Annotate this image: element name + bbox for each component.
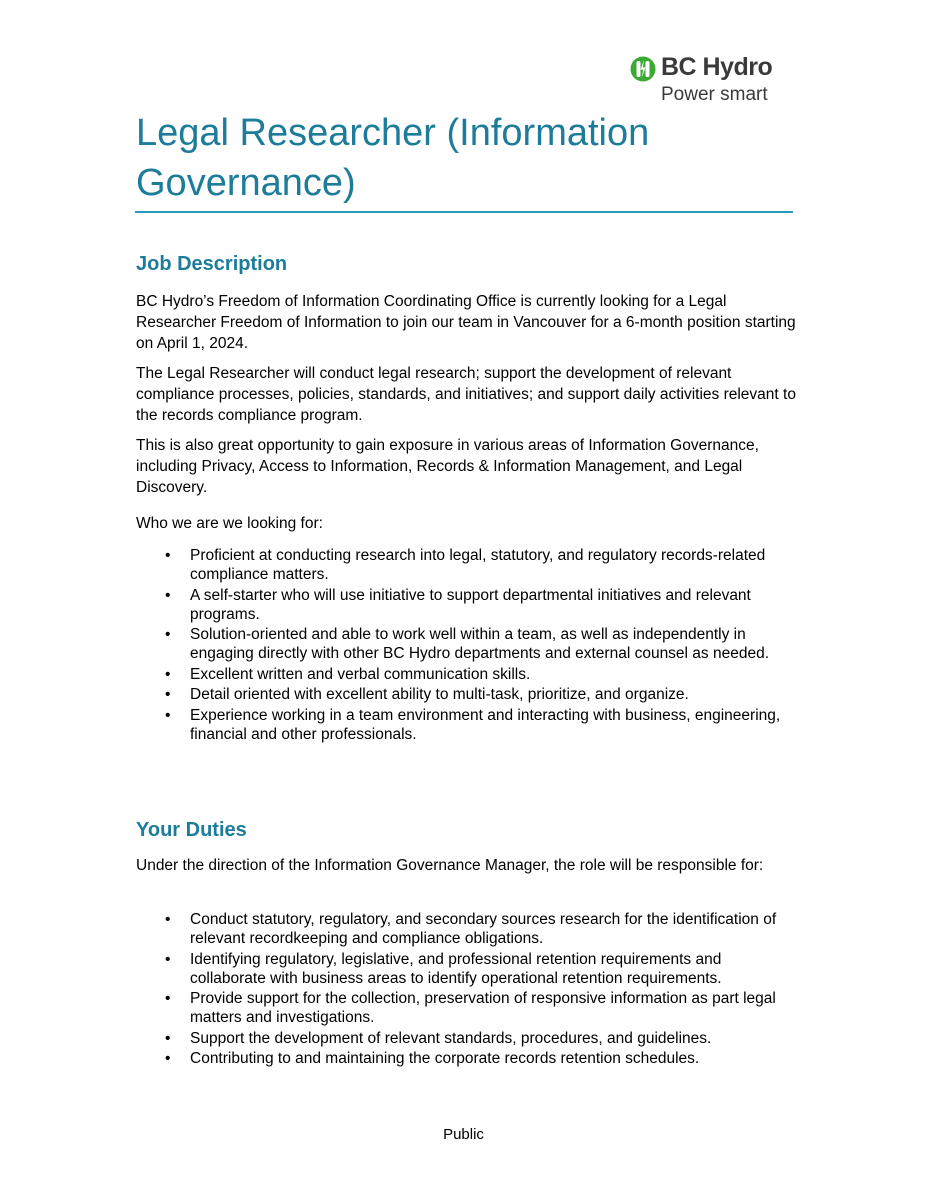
duties-heading: Your Duties	[136, 819, 247, 841]
list-item: • Identifying regulatory, legislative, and professional retention requirements and collaborate with business areas to identify operational retention requirements.	[165, 950, 722, 987]
list-item: • Excellent written and verbal communication skills.	[165, 665, 531, 683]
job-description-heading: Job Description	[136, 253, 288, 275]
title-divider	[135, 211, 793, 213]
job-description-paragraph: The Legal Researcher will conduct legal research; support the development of relevant compliance processes, policies, standards, and initiatives; and support daily activities relevant to the records compliance program.	[136, 365, 796, 424]
list-item: • Solution-oriented and able to work well within a team, as well as independently in engaging directly with other BC Hydro departments and external counsel as needed.	[165, 626, 770, 662]
list-item: • A self-starter who will use initiative to support departmental initiatives and relevant programs.	[165, 586, 751, 623]
classification-footer: Public	[443, 1126, 484, 1143]
looking-for-intro: Who we are we looking for:	[136, 515, 323, 532]
list-item: • Experience working in a team environment and interacting with business, engineering, financial and other professionals.	[165, 706, 781, 743]
bullet-icon: •	[165, 626, 171, 643]
bullet-icon: •	[165, 1050, 171, 1067]
requirements-list	[136, 546, 796, 745]
bullet-icon: •	[165, 586, 171, 604]
bullet-icon: •	[165, 547, 171, 564]
bc-hydro-logo-icon	[630, 56, 656, 82]
list-item: • Contributing to and maintaining the corporate records retention schedules.	[165, 1050, 700, 1067]
logo-tagline: Power smart	[661, 84, 768, 105]
bullet-icon: •	[165, 706, 171, 724]
list-item: • Support the development of relevant standards, procedures, and guidelines.	[165, 1029, 712, 1047]
bc-hydro-logo	[630, 54, 790, 106]
job-description-paragraph: This is also great opportunity to gain exposure in various areas of Information Governance, including Privacy, Access to Information, Records & Information Management, and Legal Discovery.	[136, 437, 759, 496]
bullet-icon: •	[165, 911, 171, 928]
bullet-icon: •	[165, 665, 171, 683]
bullet-icon: •	[165, 686, 171, 703]
list-item: • Provide support for the collection, preservation of responsive information as part legal matters and investigations.	[165, 990, 776, 1026]
duties-intro: Under the direction of the Information Governance Manager, the role will be responsible for:	[136, 857, 764, 874]
list-item: • Detail oriented with excellent ability to multi-task, prioritize, and organize.	[165, 686, 689, 703]
bullet-icon: •	[165, 990, 171, 1007]
duties-list	[136, 910, 796, 1070]
bullet-icon: •	[165, 950, 171, 968]
job-description-paragraph: BC Hydro’s Freedom of Information Coordinating Office is currently looking for a Legal Researcher Freedom of Information to join our team in Vancouver for a 6-month position starting on April 1, 2024.	[136, 293, 796, 352]
logo-name: BC Hydro	[661, 53, 773, 81]
list-item: • Conduct statutory, regulatory, and secondary sources research for the identification of relevant recordkeeping and compliance obligations.	[165, 911, 777, 947]
bullet-icon: •	[165, 1029, 171, 1047]
page-title: Legal Researcher (Information Governance)	[136, 112, 650, 204]
list-item: • Proficient at conducting research into legal, statutory, and regulatory records-related compliance matters.	[165, 547, 766, 583]
